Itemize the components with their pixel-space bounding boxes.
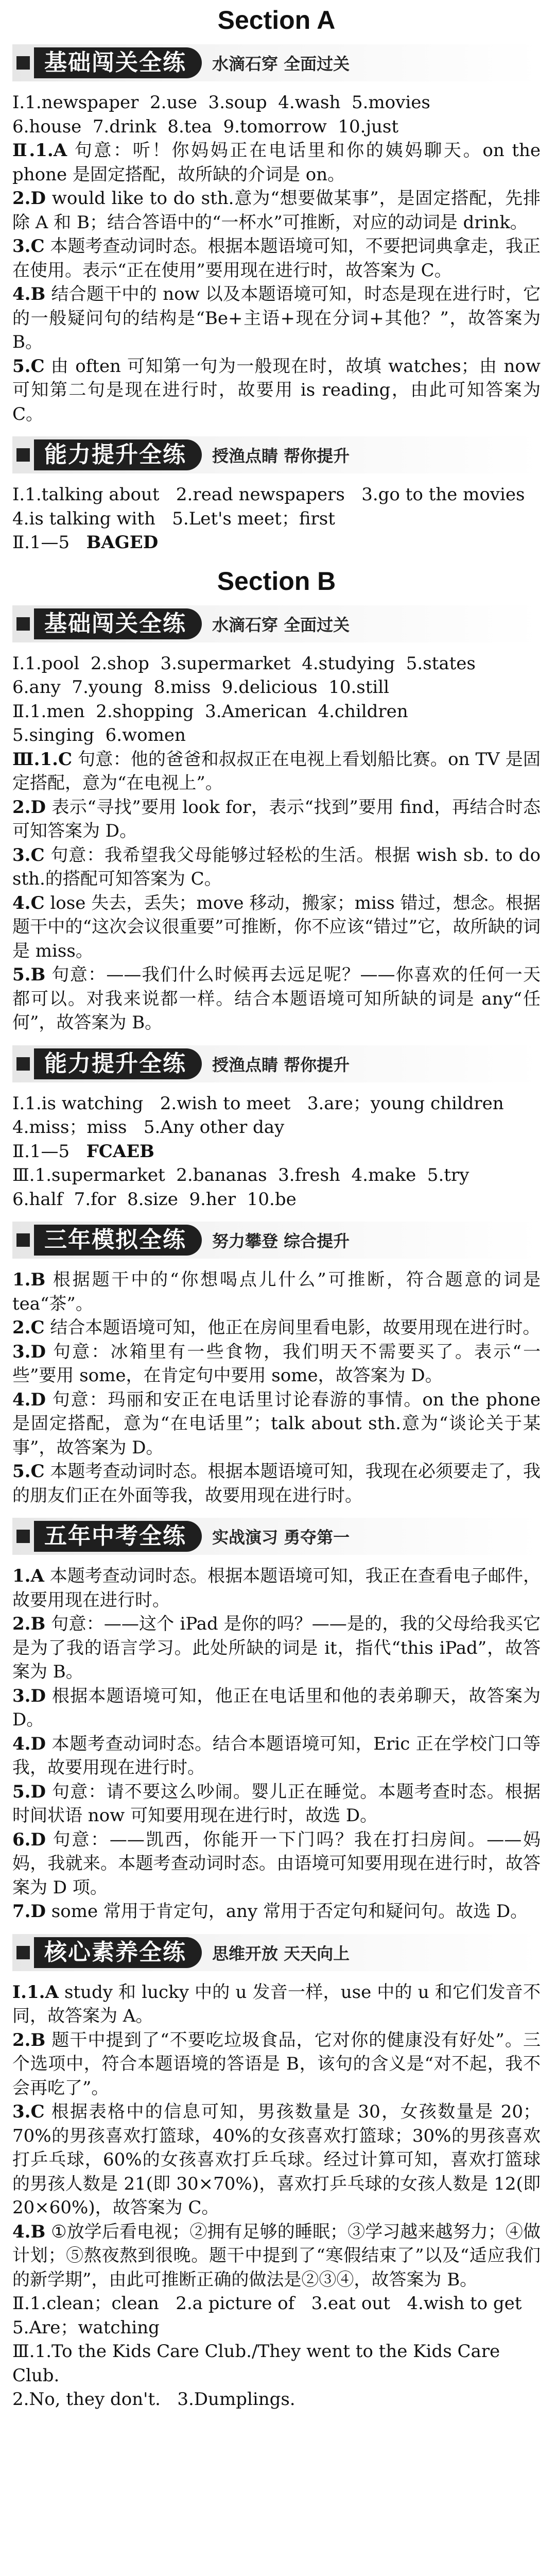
item-text: 本题考查动词时态。根据本题语境可知，我现在必须要走了，我的朋友们正在外面等我，故要用现在进行时。 — [12, 1461, 541, 1506]
item-text: 句意：请不要这么吵闹。婴儿正在睡觉。本题考查时态。根据时间状语 now 可知要用现在进行时，故选 D。 — [12, 1781, 541, 1826]
item-text: 句意：听！你妈妈正在电话里和你的姨妈聊天。on the phone 是固定搭配，故所缺的介词是 on。 — [12, 140, 541, 185]
banner-label: 基础闯关全练 — [34, 47, 202, 78]
item-text: 句意：冰箱里有一些食物，我们明天不需要买了。表示“一些”要用 some，在肯定句中要用 some，故答案为 D。 — [12, 1341, 541, 1386]
item-text: 句意：他的爸爸和叔叔正在电视上看划船比赛。on TV 是固定搭配，意为“在电视上”。 — [12, 749, 541, 793]
banner-label: 五年中考全练 — [34, 1521, 202, 1552]
explanation-item — [12, 1780, 541, 1828]
banner-label: 核心素养全练 — [34, 1937, 202, 1968]
answer-line: 4.is talking with 5.Let's meet；first — [12, 508, 335, 529]
answer-line: 4.miss；miss 5.Any other day — [12, 1117, 285, 1138]
answer-key: BAGED — [86, 532, 159, 553]
item-label: 4.B — [12, 2221, 46, 2242]
item-text: some 常用于肯定句，any 常用于否定句和疑问句。故选 D。 — [51, 1901, 528, 1922]
item-text: 表示“寻找”要用 look for，表示“找到”要用 find，再结合时态可知答案为 D。 — [12, 796, 541, 841]
square-bullet-icon — [16, 448, 30, 462]
explanation-item — [12, 1460, 541, 1507]
item-label: 3.C — [12, 844, 45, 866]
answer-line — [12, 531, 541, 555]
three-years-banner — [12, 1222, 541, 1259]
item-label: Ⅱ.1—5 — [12, 532, 70, 553]
explanation-item — [12, 843, 541, 891]
answer-line: Ⅰ.1.pool 2.shop 3.supermarket 4.studying 5.states — [12, 653, 476, 674]
banner-subtitle: 水滴石穿 全面过关 — [212, 615, 350, 635]
explanation-item — [12, 1268, 541, 1316]
explanation-item — [12, 1388, 541, 1460]
answer-line: 5.Are；watching — [12, 2317, 160, 2338]
section-a-basic-banner — [12, 44, 541, 81]
answer-line: 6.house 7.drink 8.tea 9.tomorrow 10.just — [12, 116, 399, 137]
explanation-item — [12, 1828, 541, 1900]
item-label: 4.D — [12, 1733, 46, 1754]
banner-label: 能力提升全练 — [34, 439, 202, 470]
answer-line: 5.singing 6.women — [12, 725, 186, 745]
explanation-item — [12, 2028, 541, 2100]
square-bullet-icon — [16, 1057, 30, 1071]
item-text: 本题考查动词时态。结合本题语境可知，Eric 正在学校门口等我，故要用现在进行时。 — [12, 1733, 541, 1778]
square-bullet-icon — [16, 617, 30, 631]
banner-label: 能力提升全练 — [34, 1048, 202, 1079]
item-text: 题干中提到了“不要吃垃圾食品，它对你的健康没有好处”。三个选项中，符合本题语境的答语是 B，该句的含义是“对不起，我不会再吃了”。 — [12, 2029, 541, 2098]
item-label: 4.D — [12, 1389, 46, 1410]
square-bullet-icon — [16, 1530, 30, 1543]
explanation-item — [12, 139, 541, 187]
item-label: 6.D — [12, 1829, 46, 1850]
explanation-item — [12, 795, 541, 843]
item-text: 由 often 可知第一句为一般现在时，故填 watches；由 now 可知第二句是现在进行时，故要用 is reading，由此可知答案为 C。 — [12, 355, 541, 425]
explanation-item — [12, 234, 541, 282]
item-text: lose 失去，丢失；move 移动，搬家；miss 错过，想念。根据题干中的“这次会议很重要”可推断，你不应该“错过”它，故所缺的词是 miss。 — [12, 892, 541, 961]
answer-line: 6.half 7.for 8.size 9.her 10.be — [12, 1189, 297, 1210]
item-label: 3.D — [12, 1341, 46, 1362]
item-text: 句意：我希望我父母能够过轻松的生活。根据 wish sb. to do sth.的搭配可知答案为 C。 — [12, 844, 541, 889]
item-text: 结合题干中的 now 以及本题语境可知，时态是现在进行时，它的一般疑问句的结构是“Be+主语+现在分词+其他？”，故答案为 B。 — [12, 284, 541, 352]
item-label: 7.D — [12, 1901, 46, 1922]
banner-subtitle: 授渔点睛 帮你提升 — [212, 446, 350, 466]
item-label: 5.C — [12, 355, 45, 377]
section-a-ability-banner — [12, 436, 541, 473]
item-text: 句意：——这个 iPad 是你的吗？——是的，我的父母给我买它是为了我的语言学习。此处所缺的词是 it，指代“this iPad”，故答案为 B。 — [12, 1614, 541, 1682]
explanation-item — [12, 354, 541, 427]
item-label: 2.B — [12, 1614, 46, 1634]
item-label: 5.D — [12, 1781, 46, 1802]
explanation-item — [12, 282, 541, 354]
item-label: 5.C — [12, 1461, 45, 1482]
item-text: 句意：玛丽和安正在电话里讨论春游的事情。on the phone 是固定搭配，意为“在电话里”；talk about sth.意为“谈论关于某事”，故答案为 D。 — [12, 1389, 541, 1458]
item-text: 根据题干中的“你想喝点儿什么”可推断，符合题意的词是 tea“茶”。 — [12, 1269, 541, 1314]
answer-line: Ⅲ.1.To the Kids Care Club./They went to the Kids Care Club. — [12, 2341, 506, 2386]
banner-label: 三年模拟全练 — [34, 1225, 202, 1256]
explanation-item — [12, 1612, 541, 1684]
item-label: 1.B — [12, 1269, 46, 1290]
answer-line: Ⅰ.1.newspaper 2.use 3.soup 4.wash 5.movies — [12, 92, 430, 113]
item-label: 1.A — [12, 1566, 44, 1586]
explanation-item — [12, 1732, 541, 1780]
explanation-item — [12, 891, 541, 963]
item-label: Ⅲ.1.C — [12, 749, 73, 770]
answer-line: 2.No, they don't. 3.Dumplings. — [12, 2389, 296, 2410]
answer-line: Ⅱ.1.men 2.shopping 3.American 4.children — [12, 701, 408, 722]
item-label: Ⅰ.1.A — [12, 1981, 59, 2003]
item-text: 本题考查动词时态。根据本题语境可知，不要把词典拿走，我正在使用。表示“正在使用”要用现在进行时，故答案为 C。 — [12, 236, 541, 281]
banner-subtitle: 授渔点睛 帮你提升 — [212, 1055, 350, 1075]
item-label: 4.C — [12, 892, 45, 913]
square-bullet-icon — [16, 56, 30, 70]
item-label: 3.C — [12, 236, 45, 257]
item-text: 根据本题语境可知，他正在电话里和他的表弟聊天，故答案为 D。 — [12, 1685, 541, 1730]
item-label: 2.C — [12, 1317, 45, 1338]
explanation-item — [12, 187, 541, 234]
answer-line: Ⅲ.1.supermarket 2.bananas 3.fresh 4.make 5.try — [12, 1165, 470, 1185]
square-bullet-icon — [16, 1233, 30, 1247]
explanation-item — [12, 1564, 541, 1612]
banner-label: 基础闯关全练 — [34, 608, 202, 639]
banner-subtitle: 实战演习 勇夺第一 — [212, 1528, 350, 1547]
item-text: would like to do sth.意为“想要做某事”，是固定搭配，先排除 A 和 B；结合答语中的“一杯水”可推断，对应的动词是 drink。 — [12, 188, 541, 233]
answer-line: Ⅱ.1.clean；clean 2.a picture of 3.eat out 4.wish to get — [12, 2293, 522, 2314]
answer-line: Ⅰ.1.is watching 2.wish to meet 3.are；young children — [12, 1093, 504, 1114]
explanation-item — [12, 2220, 541, 2292]
explanation-item — [12, 1340, 541, 1388]
item-text: study 和 lucky 中的 u 发音一样，use 中的 u 和它们发音不同，故答案为 A。 — [12, 1981, 541, 2026]
item-text: 句意：——凯西，你能开一下门吗？我在打扫房间。——妈妈，我就来。本题考查动词时态。由语境可知要用现在进行时，故答案为 D 项。 — [12, 1829, 541, 1898]
banner-subtitle: 努力攀登 综合提升 — [212, 1231, 350, 1251]
item-label: 2.D — [12, 796, 46, 818]
section-a-title: Section A — [217, 6, 336, 35]
section-b-basic-banner — [12, 605, 541, 642]
item-text: 结合本题语境可知，他正在房间里看电影，故要用现在进行时。 — [50, 1317, 541, 1338]
item-text: 本题考查动词时态。根据本题语境可知，我正在查看电子邮件，故要用现在进行时。 — [12, 1566, 541, 1611]
section-b-ability-banner — [12, 1045, 541, 1082]
explanation-item — [12, 748, 541, 795]
answer-key: FCAEB — [86, 1141, 154, 1162]
section-b-title: Section B — [217, 566, 336, 596]
answer-line — [12, 1140, 541, 1164]
square-bullet-icon — [16, 1946, 30, 1959]
item-label: 3.D — [12, 1685, 46, 1706]
banner-subtitle: 水滴石穿 全面过关 — [212, 54, 350, 74]
banner-subtitle: 思维开放 天天向上 — [212, 1943, 350, 1963]
answer-line: Ⅰ.1.talking about 2.read newspapers 3.go to the movies — [12, 484, 525, 505]
item-label: Ⅱ.1.A — [12, 140, 67, 161]
item-label: 2.B — [12, 2029, 46, 2050]
explanation-item — [12, 963, 541, 1035]
item-label: 5.B — [12, 964, 46, 985]
explanation-item — [12, 1900, 541, 1924]
core-literacy-banner — [12, 1934, 541, 1971]
answer-line: 6.any 7.young 8.miss 9.delicious 10.still — [12, 677, 390, 698]
item-text: 根据表格中的信息可知，男孩数量是 30，女孩数量是 20；70%的男孩喜欢打篮球，40%的女孩喜欢打篮球；30%的男孩喜欢打乒乓球，60%的女孩喜欢打乒乓球。经过计算可知，喜欢打篮球的男孩人数是 21(即 30×70%)，喜欢打乒乓球的女孩人数是 12(即 20×60%)，故答案为 C。 — [12, 2102, 541, 2218]
item-text: 句意：——我们什么时候再去远足呢？——你喜欢的任何一天都可以。对我来说都一样。结合本题语境可知所缺的词是 any“任何”，故答案为 B。 — [12, 964, 541, 1033]
five-years-banner — [12, 1518, 541, 1555]
item-label: 2.D — [12, 188, 46, 209]
explanation-item — [12, 1980, 541, 2028]
item-label: Ⅱ.1—5 — [12, 1141, 70, 1162]
explanation-item — [12, 2100, 541, 2220]
item-text: ①放学后看电视；②拥有足够的睡眠；③学习越来越努力；④做计划；⑤熬夜熬到很晚。题干中提到了“寒假结束了”以及“适应我们的新学期”，由此可推断正确的做法是②③④，故答案为 B。 — [12, 2221, 541, 2290]
item-label: 4.B — [12, 284, 46, 304]
explanation-item — [12, 1684, 541, 1732]
item-label: 3.C — [12, 2102, 45, 2122]
explanation-item — [12, 1316, 541, 1340]
